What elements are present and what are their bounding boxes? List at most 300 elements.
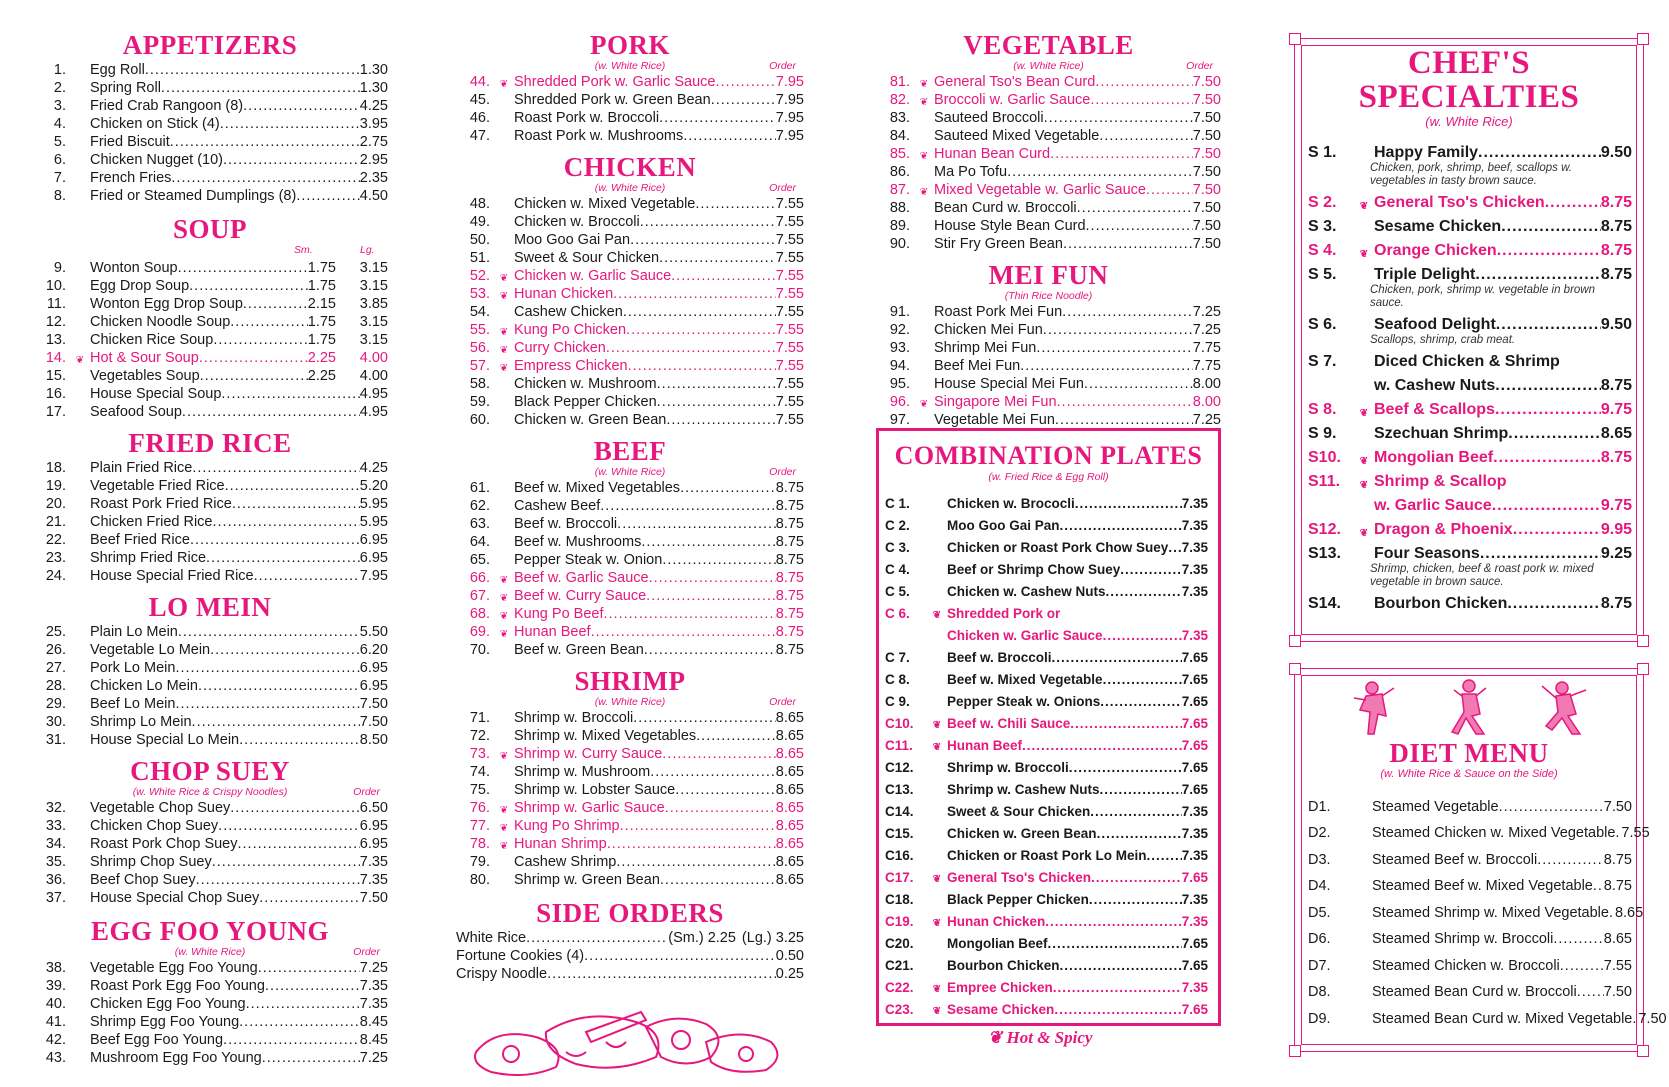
dot-leader <box>1036 340 1192 356</box>
chili-pepper-icon: ❦ <box>1359 249 1369 260</box>
item-name: Sesame Chicken <box>947 1002 1055 1017</box>
item-number: 91. <box>889 304 910 320</box>
item-number: 73. <box>469 746 490 762</box>
menu-item-row <box>1294 947 1644 974</box>
vegetable-subtitle-text: (w. White Rice) <box>1013 60 1084 72</box>
menu-item-row <box>456 726 804 744</box>
menu-item-row <box>32 60 388 78</box>
dot-leader <box>623 304 776 320</box>
menu-item-row <box>1294 491 1644 515</box>
dot-leader <box>644 642 776 658</box>
dot-leader <box>662 746 775 762</box>
menu-item-row <box>456 870 804 888</box>
item-number: 96. <box>889 394 910 410</box>
menu-item-row <box>456 284 804 302</box>
item-number: 53. <box>469 286 490 302</box>
dot-leader <box>660 872 776 888</box>
item-name: Shrimp Fried Rice <box>90 550 207 566</box>
item-number: 36. <box>45 872 66 888</box>
item-price: 7.35 <box>1181 980 1208 995</box>
item-number: C 3. <box>885 540 910 555</box>
item-name: Kung Po Shrimp <box>514 818 620 834</box>
item-price: 8.65 <box>1600 425 1632 442</box>
dot-leader <box>232 496 360 512</box>
item-price: 8.65 <box>775 854 804 870</box>
item-number: D1. <box>1308 798 1331 815</box>
chili-pepper-icon: ❦ <box>75 355 85 366</box>
item-number: 1. <box>53 62 66 78</box>
item-number: 6. <box>53 152 66 168</box>
item-name: Hunan Beef <box>947 738 1023 753</box>
dot-leader <box>1106 584 1182 599</box>
item-price: 5.95 <box>359 496 388 512</box>
dot-leader <box>657 376 776 392</box>
item-name: Steamed Chicken w. Broccoli <box>1372 957 1560 974</box>
item-name: Beef w. Mixed Vegetable <box>947 672 1103 687</box>
item-name: Shrimp w. Mixed Vegetables <box>514 728 697 744</box>
menu-item-row <box>879 731 1218 753</box>
item-number: 93. <box>889 340 910 356</box>
item-number: 62. <box>469 498 490 514</box>
item-name: Dragon & Phoenix <box>1374 521 1513 538</box>
item-number: 3. <box>53 98 66 114</box>
item-number: 97. <box>889 412 910 428</box>
dot-leader <box>1480 545 1601 563</box>
item-number: 59. <box>469 394 490 410</box>
item-name: Chicken w. Mixed Vegetable <box>514 196 696 212</box>
item-name: Shrimp w. Lobster Sauce <box>514 782 676 798</box>
item-number: 18. <box>45 460 66 476</box>
item-name: Roast Pork Fried Rice <box>90 496 232 512</box>
chili-pepper-icon: ❦ <box>1359 480 1369 491</box>
item-number: 84. <box>889 128 910 144</box>
dot-leader <box>230 314 308 330</box>
item-name: Four Seasons <box>1374 545 1480 562</box>
chicken-subtitle <box>456 182 804 194</box>
item-number: 32. <box>45 800 66 816</box>
item-price: 7.55 <box>775 412 804 428</box>
item-number: S 1. <box>1308 144 1337 161</box>
item-price: 9.25 <box>1600 545 1632 562</box>
menu-item-row <box>876 90 1221 108</box>
menu-item-row <box>32 730 388 748</box>
item-number: 49. <box>469 214 490 230</box>
item-name: Shrimp w. Green Bean <box>514 872 660 888</box>
item-name: Shrimp Chop Suey <box>90 854 212 870</box>
item-name: Hunan Beef <box>514 624 591 640</box>
diet-subtitle-text: (w. White Rice & Sauce on the Side) <box>1380 768 1558 780</box>
item-price: 7.65 <box>1181 650 1208 665</box>
item-number: 10. <box>45 278 66 294</box>
shrimp-list <box>456 708 804 888</box>
item-name: Roast Pork w. Mushrooms <box>514 128 684 144</box>
item-number: 72. <box>469 728 490 744</box>
item-price: 7.35 <box>1181 628 1208 643</box>
item-price-small: 1.75 <box>307 278 336 294</box>
item-number: D6. <box>1308 931 1331 947</box>
item-name: Sauteed Mixed Vegetable <box>934 128 1100 144</box>
combination-subtitle <box>879 471 1218 483</box>
item-price: 7.35 <box>1181 496 1208 511</box>
chop-suey-list <box>32 798 388 906</box>
item-number: C23. <box>885 1002 914 1017</box>
item-number: 2. <box>53 80 66 96</box>
item-name: Bean Curd w. Broccoli <box>934 200 1077 216</box>
item-price: 4.95 <box>359 404 388 420</box>
item-name: Steamed Vegetable <box>1372 798 1499 815</box>
dot-leader <box>258 960 360 976</box>
menu-item-row <box>32 658 388 676</box>
item-number: 39. <box>45 978 66 994</box>
chili-pepper-icon: ❦ <box>499 751 509 762</box>
item-number: D7. <box>1308 957 1331 974</box>
dot-leader <box>1497 242 1601 260</box>
dot-leader <box>683 128 776 144</box>
dot-leader <box>640 214 776 230</box>
item-number: C14. <box>885 804 914 819</box>
item-number: D3. <box>1308 851 1331 868</box>
chili-pepper-icon: ❦ <box>919 399 929 410</box>
menu-item-row <box>32 1030 388 1048</box>
item-name: Broccoli w. Garlic Sauce <box>934 92 1091 108</box>
item-name: Beef w. Garlic Sauce <box>514 570 649 586</box>
item-number: 48. <box>469 196 490 212</box>
item-price: 7.50 <box>1192 92 1221 108</box>
item-number: 60. <box>469 412 490 428</box>
item-number: 28. <box>45 678 66 694</box>
diet-subtitle <box>1294 768 1644 782</box>
side-order-lg-price: (Lg.) 3.25 <box>741 930 804 946</box>
dot-leader <box>182 404 360 420</box>
menu-item-row <box>456 302 804 320</box>
menu-item-row <box>32 150 388 168</box>
menu-item-row <box>456 212 804 230</box>
menu-item-row <box>876 72 1221 90</box>
dot-leader <box>1022 738 1182 753</box>
dot-leader <box>206 550 360 566</box>
item-name: w. Cashew Nuts <box>1374 377 1496 394</box>
menu-item-row <box>456 708 804 726</box>
chop-suey-subtitle-text: (w. White Rice & Crispy Noodles) <box>132 786 288 798</box>
item-price: 7.65 <box>1181 738 1208 753</box>
item-number: C 1. <box>885 496 910 511</box>
dot-leader <box>1086 218 1193 234</box>
menu-item-row <box>32 312 388 330</box>
appetizers-title: APPETIZERS <box>122 30 298 60</box>
item-price: 7.65 <box>1181 936 1208 951</box>
item-price: 4.50 <box>359 188 388 204</box>
chicken-order-label: Order <box>769 182 796 194</box>
menu-item-row <box>879 841 1218 863</box>
item-number: 23. <box>45 550 66 566</box>
item-number: 12. <box>45 314 66 330</box>
side-orders-title: SIDE ORDERS <box>536 898 724 928</box>
item-price: 7.65 <box>1181 782 1208 797</box>
chili-pepper-icon: ❦ <box>1359 201 1369 212</box>
item-price: 7.35 <box>1181 518 1208 533</box>
item-price: 7.55 <box>775 214 804 230</box>
menu-item-row <box>32 816 388 834</box>
item-price: 9.75 <box>1600 401 1632 418</box>
item-price: 7.50 <box>1638 1010 1667 1027</box>
item-name: Chicken w. Mushroom <box>514 376 657 392</box>
item-price-large: 3.15 <box>359 314 388 330</box>
dot-leader <box>1100 782 1182 797</box>
menu-item-row <box>456 230 804 248</box>
item-name: Shredded Pork w. Green Bean <box>514 92 711 108</box>
item-price: 5.20 <box>359 478 388 494</box>
item-name: Mongolian Beef <box>1374 449 1494 466</box>
pork-title: PORK <box>590 30 670 60</box>
item-name: Cashew Beef <box>514 498 601 514</box>
item-name: Seafood Delight <box>1374 316 1496 333</box>
chili-pepper-icon: ❦ <box>1359 456 1369 467</box>
menu-item-row <box>456 496 804 514</box>
menu-item-row <box>876 374 1221 392</box>
item-name: Beef w. Mushrooms <box>514 534 642 550</box>
menu-item-row <box>879 709 1218 731</box>
item-price: 8.00 <box>1192 394 1221 410</box>
menu-item-row <box>879 555 1218 577</box>
item-name: House Style Bean Curd <box>934 218 1086 234</box>
menu-item-row <box>876 144 1221 162</box>
item-number: 64. <box>469 534 490 550</box>
item-number: 92. <box>889 322 910 338</box>
item-name: General Tso's Bean Curd <box>934 74 1096 90</box>
item-name: Mongolian Beef <box>947 936 1048 951</box>
menu-item-row <box>879 951 1218 973</box>
item-price-small: 2.15 <box>307 296 336 312</box>
diet-menu-box <box>1294 668 1667 1052</box>
menu-item-row <box>32 566 388 584</box>
item-price: 7.35 <box>1181 848 1208 863</box>
item-name: Shrimp w. Broccoli <box>947 760 1069 775</box>
menu-item-row <box>456 744 804 762</box>
menu-item-row <box>32 512 388 530</box>
item-price: 7.25 <box>359 960 388 976</box>
item-number: 68. <box>469 606 490 622</box>
menu-item-row <box>879 489 1218 511</box>
item-price: 2.95 <box>359 152 388 168</box>
item-name: Vegetable Mei Fun <box>934 412 1055 428</box>
item-number: 46. <box>469 110 490 126</box>
dot-leader <box>1095 74 1192 90</box>
item-number: S 8. <box>1308 401 1337 418</box>
item-name: Chicken w. Garlic Sauce <box>947 628 1103 643</box>
item-price: 7.65 <box>1181 672 1208 687</box>
item-name: Beef w. Chili Sauce <box>947 716 1071 731</box>
menu-item-row <box>32 676 388 694</box>
item-name: Kung Po Beef <box>514 606 604 622</box>
lo-mein-list <box>32 622 388 748</box>
menu-item-row <box>32 1048 388 1066</box>
menu-item-row <box>32 186 388 204</box>
chili-pepper-icon: ❦ <box>499 629 509 640</box>
item-number: C 2. <box>885 518 910 533</box>
item-name: Mixed Vegetable w. Garlic Sauce <box>934 182 1146 198</box>
item-name: Cashew Shrimp <box>514 854 617 870</box>
item-name: Beef & Scallops <box>1374 401 1495 418</box>
item-name: House Special Lo Mein <box>90 732 240 748</box>
item-number: 41. <box>45 1014 66 1030</box>
item-name: Fried or Steamed Dumplings (8) <box>90 188 297 204</box>
item-price: 7.50 <box>1192 218 1221 234</box>
menu-item-row <box>879 665 1218 687</box>
menu-item-row <box>456 514 804 532</box>
menu-item-row <box>876 126 1221 144</box>
item-number: 35. <box>45 854 66 870</box>
menu-item-row <box>456 90 804 108</box>
vegetable-list <box>876 72 1221 252</box>
item-price: 5.95 <box>359 514 388 530</box>
chili-pepper-icon: ❦ <box>499 345 509 356</box>
menu-item-row <box>1294 788 1644 815</box>
item-price: 1.30 <box>359 62 388 78</box>
item-number: 50. <box>469 232 490 248</box>
dot-leader <box>1099 128 1193 144</box>
item-name: Wonton Egg Drop Soup <box>90 296 243 312</box>
item-price: 7.65 <box>1181 694 1208 709</box>
lo-mein-title: LO MEIN <box>148 592 272 622</box>
dot-leader <box>1475 266 1601 284</box>
menu-item-row <box>32 78 388 96</box>
item-name: Fried Crab Rangoon (8) <box>90 98 244 114</box>
item-number: C13. <box>885 782 914 797</box>
item-price: 7.55 <box>775 358 804 374</box>
dot-leader <box>671 268 776 284</box>
item-price: 6.20 <box>359 642 388 658</box>
item-number: C 6. <box>885 606 910 621</box>
item-price: 7.65 <box>1181 760 1208 775</box>
side-order-name: Fortune Cookies (4) <box>456 948 585 964</box>
chefs-title-line1: CHEF'S <box>1407 45 1531 81</box>
shrimp-subtitle <box>456 696 804 708</box>
item-number: 19. <box>45 478 66 494</box>
item-name: Shrimp & Scallop <box>1374 473 1507 490</box>
item-price: 7.55 <box>775 250 804 266</box>
chili-pepper-icon: ❦ <box>499 575 509 586</box>
menu-item-row <box>32 958 388 976</box>
menu-item-row <box>456 392 804 410</box>
menu-item-row <box>879 819 1218 841</box>
item-number: 4. <box>53 116 66 132</box>
item-number: 8. <box>53 188 66 204</box>
menu-item-row <box>456 550 804 568</box>
item-price: 8.45 <box>359 1032 388 1048</box>
item-price: 2.35 <box>359 170 388 186</box>
item-number: 42. <box>45 1032 66 1048</box>
dot-leader <box>1060 958 1182 973</box>
item-name: Spring Roll <box>90 80 161 96</box>
menu-item-row <box>1294 188 1644 212</box>
pork-list <box>456 72 804 144</box>
item-price: 8.65 <box>775 800 804 816</box>
item-number: 44. <box>469 74 490 90</box>
dot-leader <box>246 996 360 1012</box>
item-name: Chicken w. Cashew Nuts <box>947 584 1106 599</box>
chili-pepper-icon: ❦ <box>932 720 942 731</box>
chili-pepper-icon: ❦ <box>499 805 509 816</box>
item-price: 8.45 <box>359 1014 388 1030</box>
chicken-list <box>456 194 804 428</box>
item-name: Black Pepper Chicken <box>947 892 1089 907</box>
dot-leader <box>620 818 776 834</box>
chicken-title: CHICKEN <box>563 152 697 182</box>
dot-leader <box>616 854 775 870</box>
menu-item-row <box>456 374 804 392</box>
column-2 <box>456 0 804 1087</box>
item-number: 37. <box>45 890 66 906</box>
chili-pepper-icon: ❦ <box>499 593 509 604</box>
dot-leader <box>662 552 775 568</box>
item-number: C21. <box>885 958 914 973</box>
dot-leader <box>1057 394 1193 410</box>
menu-item-row <box>1294 815 1650 842</box>
shrimp-subtitle-text: (w. White Rice) <box>594 696 666 708</box>
chili-pepper-icon: ❦ <box>499 79 509 90</box>
item-name: Vegetable Chop Suey <box>90 800 231 816</box>
item-number: C19. <box>885 914 914 929</box>
dot-leader <box>711 92 776 108</box>
dot-leader <box>1478 144 1601 162</box>
menu-item-row <box>32 294 388 312</box>
item-price: 7.25 <box>1192 322 1221 338</box>
item-price-large: 3.85 <box>359 296 388 312</box>
dot-leader <box>1089 892 1182 907</box>
menu-item-row <box>32 548 388 566</box>
item-price: 7.55 <box>775 232 804 248</box>
dot-leader <box>1077 200 1193 216</box>
dot-leader <box>243 296 308 312</box>
dot-leader <box>1499 799 1604 815</box>
menu-item-row <box>32 132 388 150</box>
item-name: Steamed Beef w. Broccoli <box>1372 851 1538 868</box>
item-price: 7.95 <box>359 568 388 584</box>
menu-item-row <box>456 320 804 338</box>
dot-leader <box>213 514 360 530</box>
fried-rice-list <box>32 458 388 584</box>
side-order-name: Crispy Noodle <box>456 966 548 982</box>
dot-leader <box>218 818 360 834</box>
menu-item-row <box>879 929 1218 951</box>
item-price: 7.95 <box>775 128 804 144</box>
menu-item-row <box>456 338 804 356</box>
item-price: 7.50 <box>1603 984 1632 1000</box>
dot-leader <box>1146 182 1193 198</box>
item-name: Pepper Steak w. Onions <box>947 694 1101 709</box>
dot-leader <box>1084 376 1193 392</box>
item-price: 7.55 <box>1621 825 1650 841</box>
pork-subtitle-text: (w. White Rice) <box>594 60 666 72</box>
dot-leader <box>1147 848 1182 863</box>
item-number: 71. <box>469 710 490 726</box>
item-number: 33. <box>45 818 66 834</box>
dot-leader <box>675 782 776 798</box>
item-name: Hunan Shrimp <box>514 836 607 852</box>
dot-leader <box>1053 980 1182 995</box>
menu-item-row <box>879 863 1218 885</box>
menu-item-row <box>32 852 388 870</box>
shrimp-order-label: Order <box>769 696 796 708</box>
item-number: C11. <box>885 738 913 753</box>
item-price: 7.55 <box>775 286 804 302</box>
menu-item-row <box>876 216 1221 234</box>
dot-leader <box>223 1032 360 1048</box>
menu-item-row <box>456 586 804 604</box>
dot-leader <box>192 714 360 730</box>
diet-list <box>1294 788 1667 1027</box>
item-number: C15. <box>885 826 914 841</box>
